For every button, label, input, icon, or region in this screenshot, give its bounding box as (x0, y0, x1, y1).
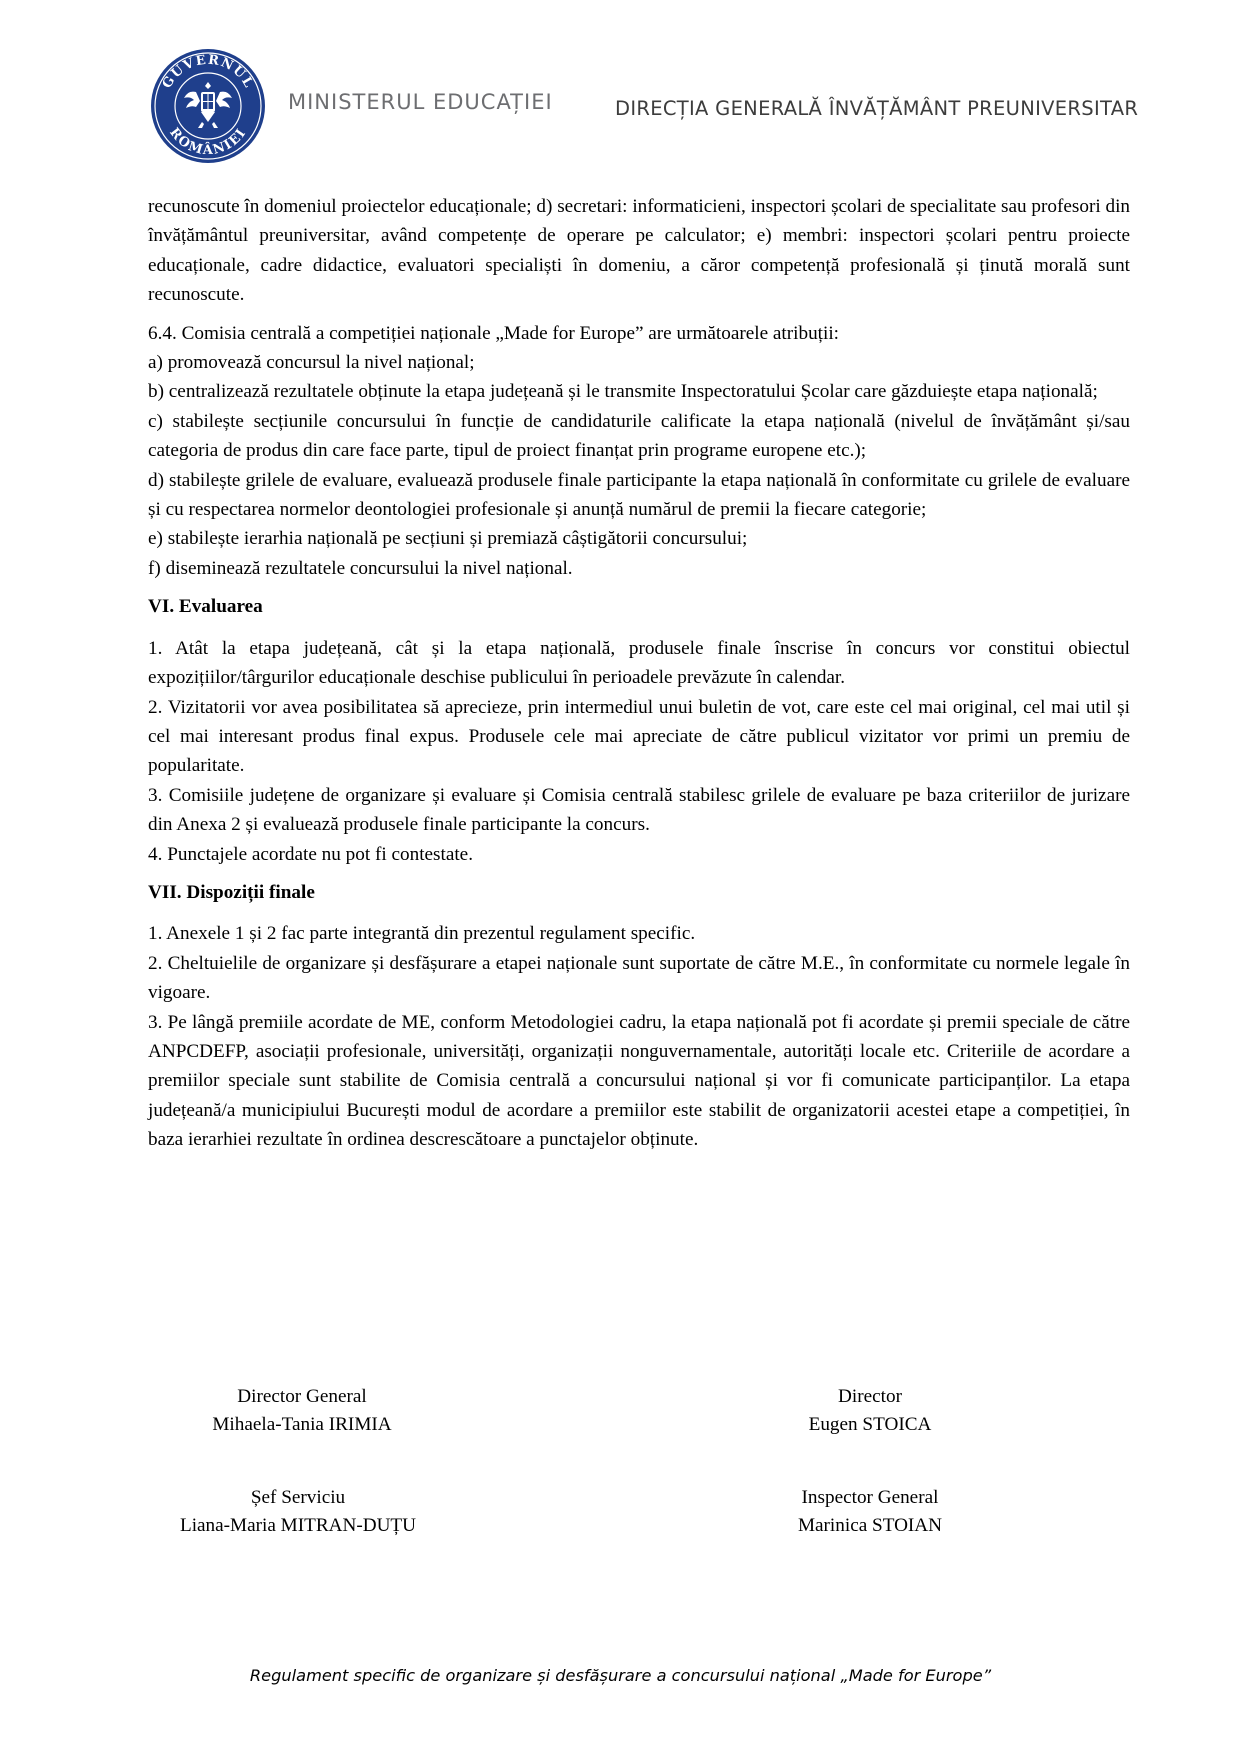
section-vii (148, 919, 1130, 1154)
list-item: d) stabilește grilele de evaluare, evaluează produsele finale participante la etapa națională în conformitate cu grilele de evaluare și cu respectarea normelor deontologiei profesionale și anunță numărul de premii la fiecare categorie; (148, 469, 1130, 521)
list-item: 3. Pe lângă premiile acordate de ME, conform Metodologiei cadru, la etapa națională pot fi acordate și premii speciale de către ANPCDEFP, asociații profesionale, universități, organizații nonguvernamentale, autorități locale etc. Criteriile de acordare a premiilor speciale sunt stabilite de Comisia centrală a concursului național și vor fi comunicate participanților. La etapa județeană/a municipiului București modul de acordare a premiilor este stabilit de organizatorii acestei etape a competiției, în baza ierarhiei rezultate în ordinea descrescătoare a punctajelor obținute. (148, 1011, 1130, 1151)
section-6-4 (148, 319, 1130, 584)
list-item: 4. Punctajele acordate nu pot fi contestate. (148, 843, 473, 865)
romanian-government-seal-icon (150, 48, 266, 164)
signature-director-general (192, 1383, 412, 1439)
list-item: e) stabilește ierarhia națională pe secțiuni și premiază câștigătorii concursului; (148, 528, 748, 550)
direction-name: DIRECȚIA GENERALĂ ÎNVĂȚĂMÂNT PREUNIVERSITAR (615, 97, 1139, 120)
svg-text:GUVERNUL: GUVERNUL (159, 52, 257, 92)
section-vi (148, 634, 1130, 869)
list-item: 2. Vizitatorii vor avea posibilitatea să aprecieze, prin intermediul unui buletin de vot, care este cel mai original, cel mai util și cel mai interesant produs final expus. Produsele cele mai apreciate de către publicul vizitator vor primi un premiu de popularitate. (148, 696, 1130, 777)
list-item: b) centralizează rezultatele obținute la etapa județeană și le transmite Inspectoratului Școlar care găzduiește etapa națională; (148, 381, 1098, 403)
list-item: f) diseminează rezultatele concursului la nivel național. (148, 557, 573, 579)
intro-paragraph: recunoscute în domeniul proiectelor educaționale; d) secretari: informaticieni, inspectori școlari de specialitate sau profesori din învățământul preuniversitar, având competențe de operare pe calculator; e) membri: inspectori școlari pentru proiecte educaționale, cadre didactice, evaluatori specialiști în domeniu, a căror competență profesională și ținută morală sunt recunoscute. (148, 196, 1130, 306)
section-vii-heading: VII. Dispoziții finale (148, 881, 315, 903)
signature-inspector-general (770, 1484, 970, 1540)
signature-director (770, 1383, 970, 1439)
list-item: 2. Cheltuielile de organizare și desfășurare a etapei naționale sunt suportate de către M.E., în conformitate cu normele legale în vigoare. (148, 952, 1130, 1004)
document-body (148, 192, 1130, 1164)
svg-text:ROMÂNIEI: ROMÂNIEI (166, 125, 250, 159)
list-item: 1. Atât la etapa județeană, cât și la etapa națională, produsele finale înscrise în concurs vor constitui obiectul expozițiilor/târgurilor educaționale deschise publicului în perioadele prevăzute în calendar. (148, 637, 1130, 689)
signature-name: Mihaela-Tania IRIMIA (212, 1414, 392, 1435)
signature-title: Director General (237, 1386, 367, 1407)
list-item: a) promovează concursul la nivel național; (148, 352, 475, 374)
signature-title: Șef Serviciu (250, 1487, 346, 1508)
ministry-name: MINISTERUL EDUCAȚIEI (288, 90, 553, 114)
signature-sef-serviciu (168, 1484, 428, 1540)
signature-title: Director (838, 1386, 902, 1407)
list-item: 1. Anexele 1 și 2 fac parte integrantă din prezentul regulament specific. (148, 923, 696, 945)
list-item: 3. Comisiile județene de organizare și evaluare și Comisia centrală stabilesc grilele de evaluare pe baza criteriilor de jurizare din Anexa 2 și evaluează produsele finale participante la concurs. (148, 784, 1130, 836)
signature-title: Inspector General (801, 1487, 939, 1508)
signature-name: Eugen STOICA (808, 1414, 932, 1435)
signature-name: Marinica STOIAN (797, 1515, 943, 1536)
signature-name: Liana-Maria MITRAN-DUȚU (179, 1515, 417, 1536)
section-6-4-lead: 6.4. Comisia centrală a competiției naționale „Made for Europe” are următoarele atribuții: (148, 322, 839, 344)
page-footer: Regulament specific de organizare și desfășurare a concursului național „Made for Europe” (249, 1666, 992, 1685)
list-item: c) stabilește secțiunile concursului în funcție de candidaturile calificate la etapa națională (nivelul de învățământ și/sau categoria de produs din care face parte, tipul de proiect finanțat prin programe europene etc.); (148, 410, 1130, 462)
section-vi-heading: VI. Evaluarea (148, 596, 263, 618)
